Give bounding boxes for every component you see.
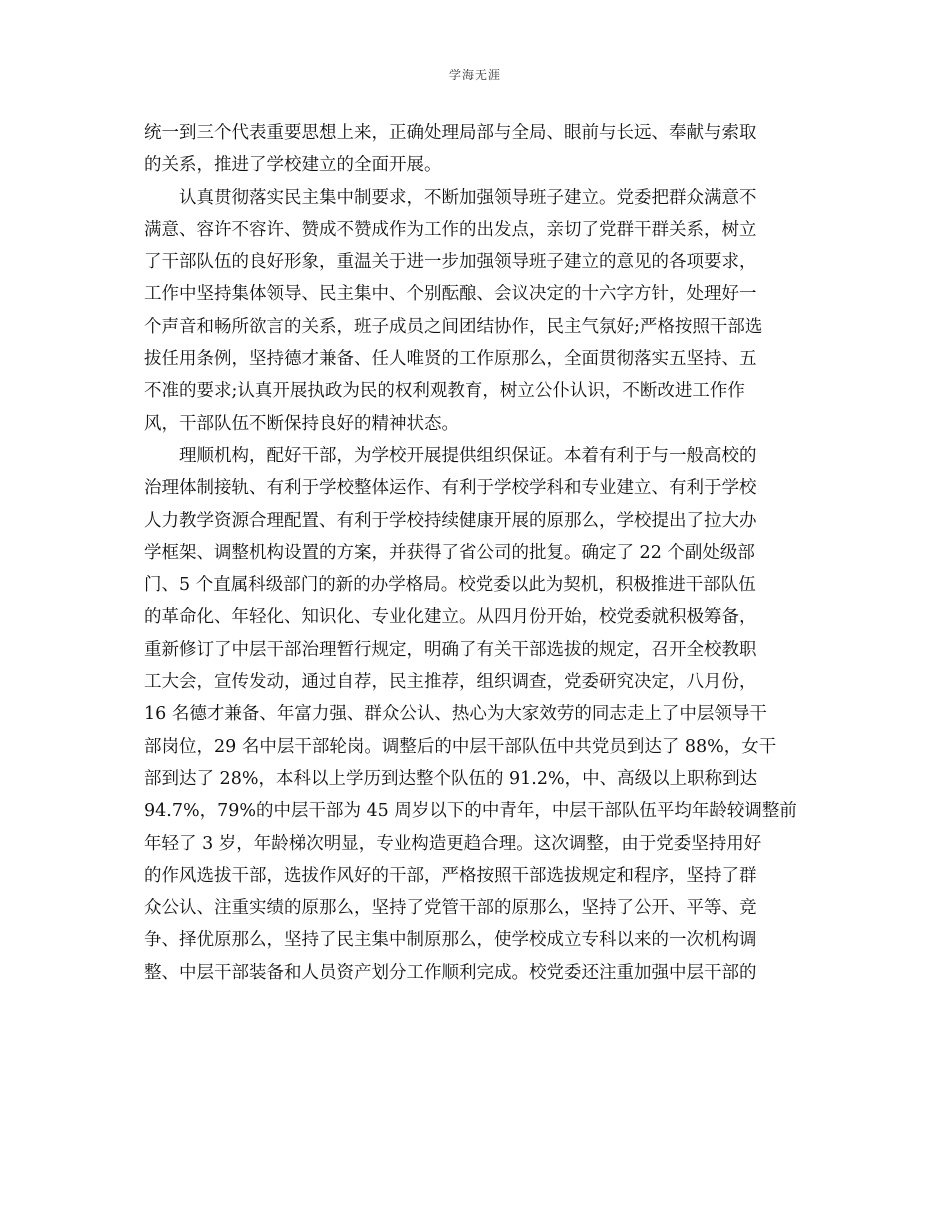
- text-line: 拔任用条例，坚持德才兼备、任人唯贤的工作原那么，全面贯彻落实五坚持、五: [144, 349, 757, 370]
- document-body: [144, 117, 799, 989]
- text-line: 争、择优原那么，坚持了民主集中制原那么，使学校成立专科以来的一次机构调: [144, 930, 757, 951]
- text-line: 工大会，宣传发动，通过自荐，民主推荐，组织调查，党委研究决定，八月份，: [144, 672, 757, 693]
- text-line: 理顺机构，配好干部，为学校开展提供组织保证。本着有利于与一般高校的: [179, 445, 757, 466]
- text-line: 部到达了 28%，本科以上学历到达整个队伍的 91.2%，中、高级以上职称到达: [144, 768, 758, 789]
- text-line: 部岗位，29 名中层干部轮岗。调整后的中层干部队伍中共党员到达了 88%，女干: [144, 736, 777, 757]
- text-line: 整、中层干部装备和人员资产划分工作顺利完成。校党委还注重加强中层干部的: [144, 962, 757, 983]
- text-line: 个声音和畅所欲言的关系，班子成员之间团结协作，民主气氛好;严格按照干部选: [144, 316, 763, 337]
- text-line: 学框架、调整机构设置的方案，并获得了省公司的批复。确定了 22 个副处级部: [144, 542, 755, 563]
- text-line: 重新修订了中层干部治理暂行规定，明确了有关干部选拔的规定，召开全校教职: [144, 639, 757, 660]
- text-line: 众公认、注重实绩的原那么，坚持了党管干部的原那么，坚持了公开、平等、竞: [144, 898, 757, 919]
- text-line: 工作中坚持集体领导、民主集中、个别酝酿、会议决定的十六字方针，处理好一: [144, 284, 757, 305]
- text-line: 统一到三个代表重要思想上来，正确处理局部与全局、眼前与长远、奉献与索取: [144, 123, 757, 143]
- text-line: 人力教学资源合理配置、有利于学校持续健康开展的原那么，学校提出了拉大办: [144, 510, 757, 531]
- text-line: 满意、容许不容许、赞成不赞成作为工作的出发点，亲切了党群干群关系，树立: [144, 219, 757, 240]
- text-line: 16 名德才兼备、年富力强、群众公认、热心为大家效劳的同志走上了中层领导干: [144, 704, 767, 725]
- text-line: 的革命化、年轻化、知识化、专业化建立。从四月份开始，校党委就积极筹备，: [144, 607, 757, 628]
- page-header: 学海无涯: [448, 68, 501, 82]
- text-line: 治理体制接轨、有利于学校整体运作、有利于学校学科和专业建立、有利于学校: [144, 478, 757, 499]
- text-line: 94.7%，79%的中层干部为 45 周岁以下的中青年，中层干部队伍平均年龄较调整前: [144, 801, 797, 822]
- text-line: 年轻了 3 岁，年龄梯次明显，专业构造更趋合理。这次调整，由于党委坚持用好: [144, 833, 762, 854]
- text-line: 的关系，推进了学校建立的全面开展。: [144, 155, 442, 176]
- text-line: 了干部队伍的良好形象，重温关于进一步加强领导班子建立的意见的各项要求，: [144, 252, 757, 273]
- text-line: 风，干部队伍不断保持良好的精神状态。: [144, 413, 459, 434]
- text-line: 的作风选拔干部，选拔作风好的干部，严格按照干部选拔规定和程序，坚持了群: [144, 865, 757, 886]
- text-line: 认真贯彻落实民主集中制要求，不断加强领导班子建立。党委把群众满意不: [179, 187, 757, 208]
- text-line: 门、5 个直属科级部门的新的办学格局。校党委以此为契机，积极推进干部队伍: [144, 575, 756, 596]
- text-line: 不准的要求;认真开展执政为民的权利观教育，树立公仆认识，不断改进工作作: [144, 381, 745, 402]
